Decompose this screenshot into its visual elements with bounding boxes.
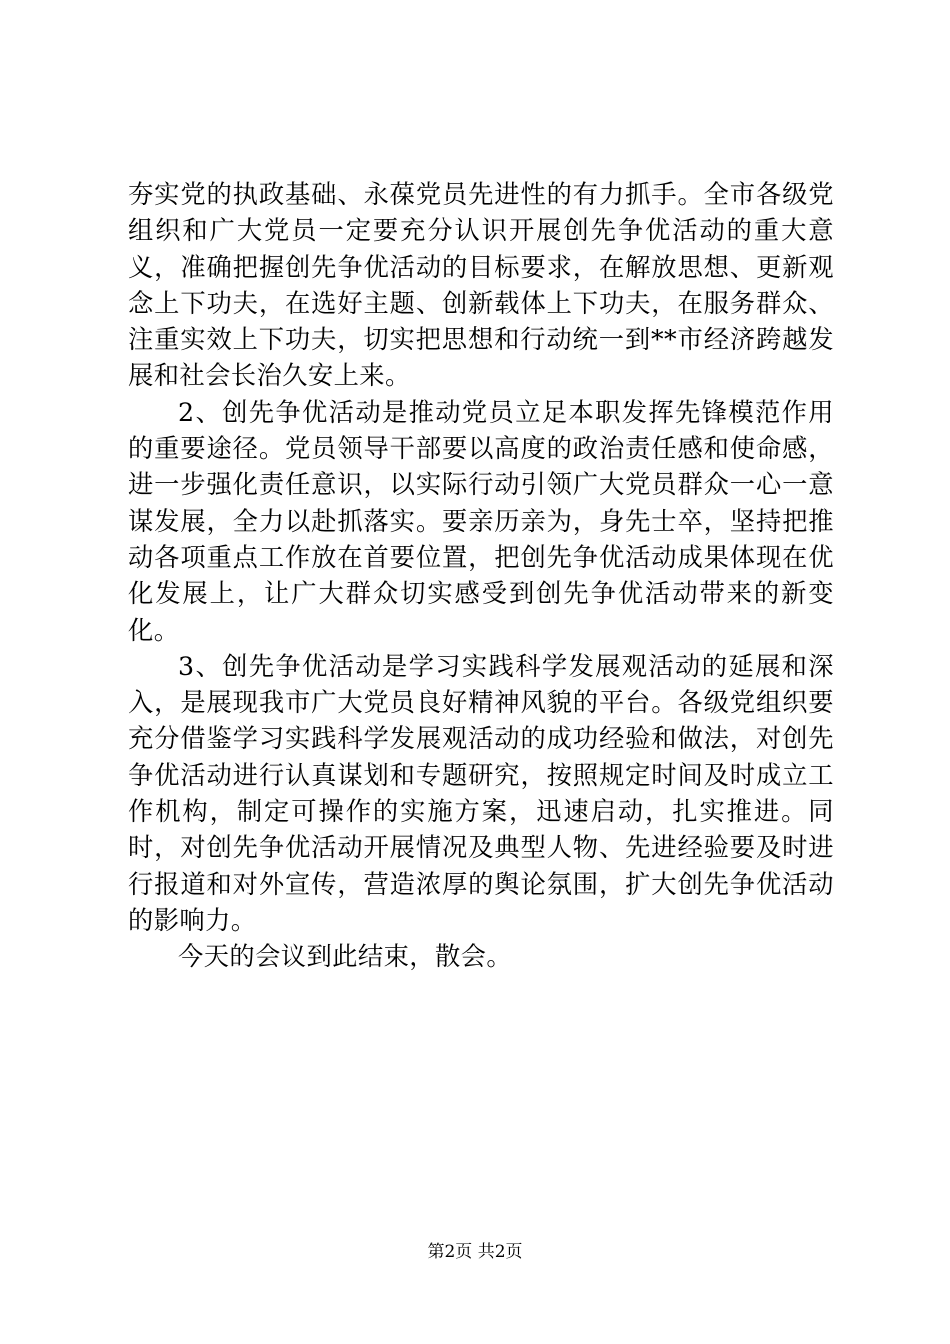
paragraph-point-2: 2、创先争优活动是推动党员立足本职发挥先锋模范作用的重要途径。党员领导干部要以高度的政治责任感和使命感，进一步强化责任意识，以实际行动引领广大党员群众一心一意谋发展，全力以赴抓落实。要亲历亲为，身先士卒，坚持把推动各项重点工作放在首要位置，把创先争优活动成果体现在优化发展上，让广大群众切实感受到创先争优活动带来的新变化。 (128, 397, 834, 645)
paragraph-point-3: 3、创先争优活动是学习实践科学发展观活动的延展和深入，是展现我市广大党员良好精神风貌的平台。各级党组织要充分借鉴学习实践科学发展观活动的成功经验和做法，对创先争优活动进行认真谋划和专题研究，按照规定时间及时成立工作机构，制定可操作的实施方案，迅速启动，扎实推进。同时，对创先争优活动开展情况及典型人物、先进经验要及时进行报道和对外宣传，营造浓厚的舆论氛围，扩大创先争优活动的影响力。 (128, 651, 834, 935)
paragraph-continuation: 夯实党的执政基础、永葆党员先进性的有力抓手。全市各级党组织和广大党员一定要充分认识开展创先争优活动的重大意义，准确把握创先争优活动的目标要求，在解放思想、更新观念上下功夫，在选好主题、创新载体上下功夫，在服务群众、注重实效上下功夫，切实把思想和行动统一到**市经济跨越发展和社会长治久安上来。 (128, 180, 834, 391)
paragraph-closing: 今天的会议到此结束，散会。 (178, 942, 513, 972)
page-footer: 第2页 共2页 (427, 1242, 523, 1262)
document-body (128, 177, 834, 976)
